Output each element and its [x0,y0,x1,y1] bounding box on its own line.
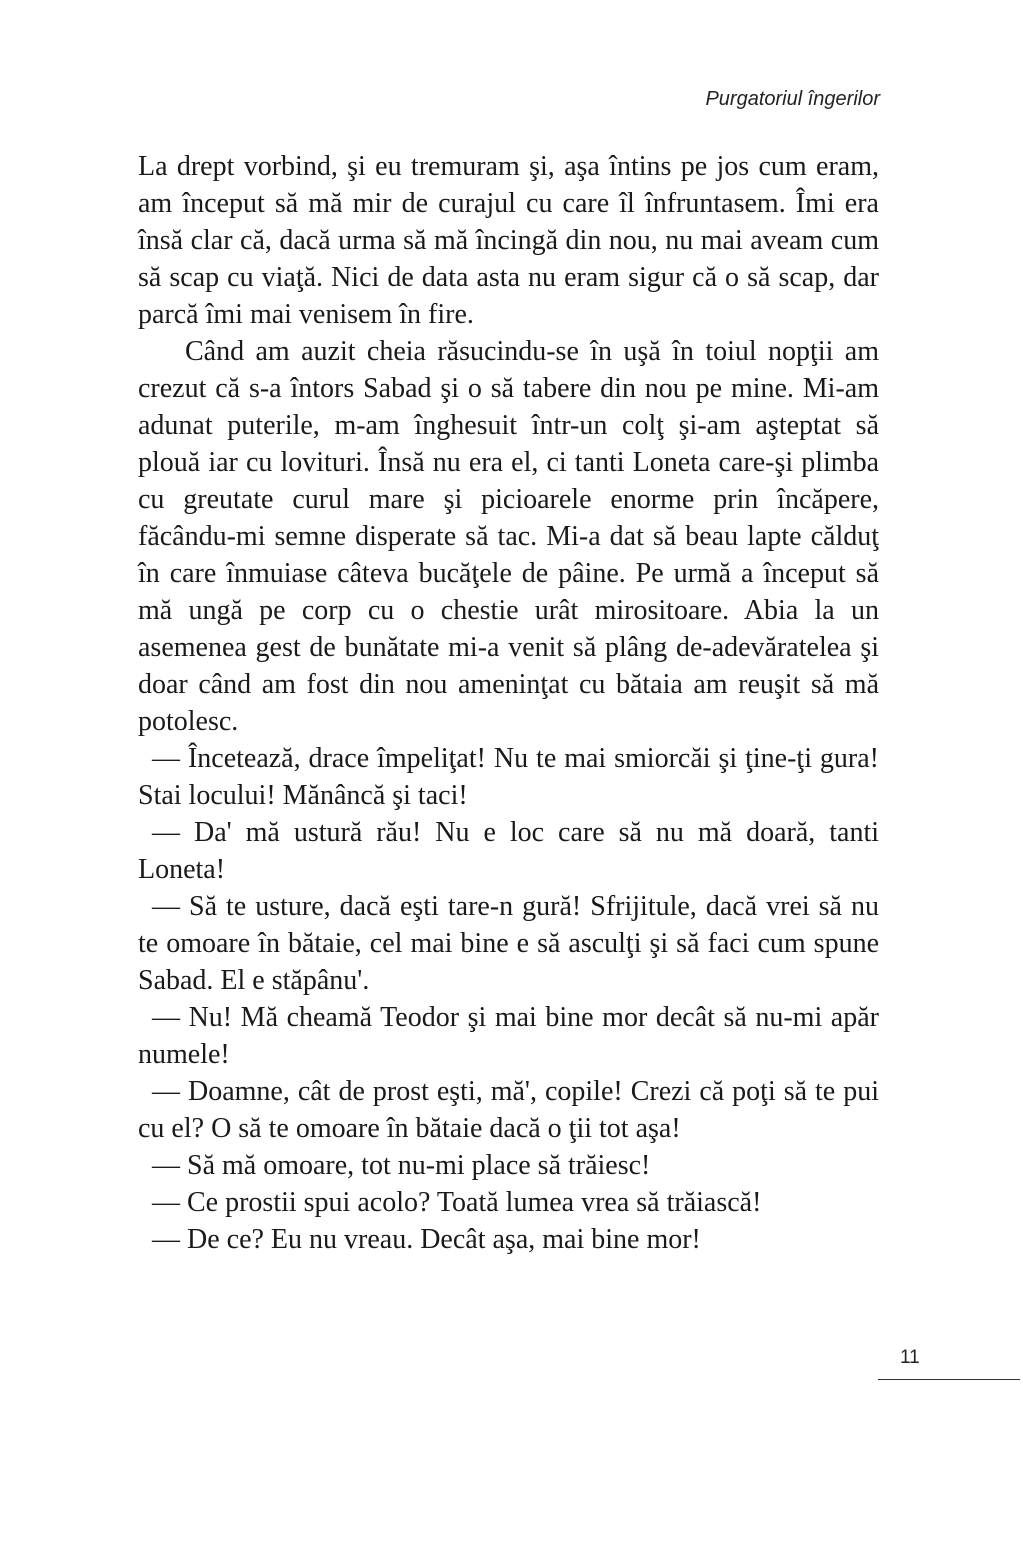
dialogue-line: — De ce? Eu nu vreau. Decât aşa, mai bine mor! [152,1224,701,1255]
dialogue-line: — Nu! Mă cheamă Teodor şi mai bine mor decât să nu-mi apăr numele! [138,1002,879,1070]
running-header: Purgatoriul îngerilor [705,88,880,110]
dialogue-line: — Să te usture, dacă eşti tare-n gură! Sfrijitule, dacă vrei să nu te omoare în bătaie, cel mai bine e să asculţi şi să faci cum spune Sabad. El e stăpânu'. [138,891,879,996]
dialogue-line: — Da' mă ustură rău! Nu e loc care să nu mă doară, tanti Loneta! [138,817,879,885]
paragraph: La drept vorbind, şi eu tremuram şi, aşa întins pe jos cum eram, am început să mă mir de curajul cu care îl înfruntasem. Îmi era însă clar că, dacă urma să mă încingă din nou, nu mai aveam cum să scap cu viaţă. Nici de data asta nu eram sigur că o să scap, dar parcă îmi mai venisem în fire. [138,151,879,330]
footer-rule [878,1379,1020,1380]
dialogue-line: — Să mă omoare, tot nu-mi place să trăiesc! [152,1150,651,1181]
dialogue-line: — Doamne, cât de prost eşti, mă', copile! Crezi că poţi să te pui cu el? O să te omoare în bătaie dacă o ţii tot aşa! [138,1076,879,1144]
page-body [138,148,879,1258]
page-number: 11 [900,1347,920,1368]
dialogue-line: — Încetează, drace împeliţat! Nu te mai smiorcăi şi ţine-ţi gura! Stai locului! Mănâncă şi taci! [138,743,879,811]
dialogue-line: — Ce prostii spui acolo? Toată lumea vrea să trăiască! [152,1187,762,1218]
paragraph: Când am auzit cheia răsucindu-se în uşă în toiul nopţii am crezut că s-a întors Sabad şi o să tabere din nou pe mine. Mi-am adunat puterile, m-am înghesuit într-un colţ şi-am aşteptat să plouă iar cu lovituri. Însă nu era el, ci tanti Loneta care-şi plimba cu greutate curul mare şi picioarele enorme prin încăpere, făcându-mi semne disperate să tac. Mi-a dat să beau lapte călduţ în care înmuiase câteva bucăţele de pâine. Pe urmă a început să mă ungă pe corp cu o chestie urât mirositoare. Abia la un asemenea gest de bunătate mi-a venit să plâng de-adevăratelea şi doar când am fost din nou ameninţat cu bătaia am reuşit să mă potolesc. [138,336,879,737]
